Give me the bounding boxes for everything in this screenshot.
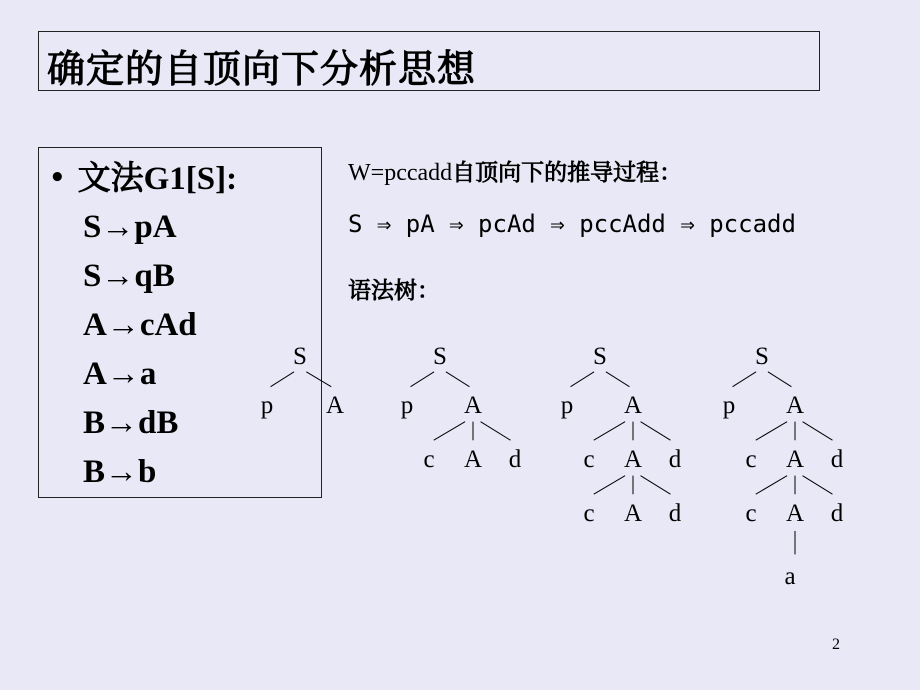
tree-node: A [325, 392, 345, 419]
tree-node: A [623, 500, 643, 527]
tree-node: p [560, 392, 574, 419]
tree-node: c [745, 500, 757, 527]
bullet-icon: • [49, 163, 66, 193]
tree-edge [271, 372, 294, 387]
tree-node: A [785, 392, 805, 419]
tree-node: d [830, 500, 844, 527]
grammar-rule: S→pA [83, 209, 177, 245]
tree-edge [641, 422, 671, 441]
tree-node: d [668, 500, 682, 527]
tree-node: A [623, 446, 643, 473]
tree-node: S [433, 343, 447, 370]
tree-node: S [593, 343, 607, 370]
tree-node: p [400, 392, 414, 419]
tree-edge [756, 422, 787, 441]
tree-node: p [260, 392, 274, 419]
tree-node: d [668, 446, 682, 473]
tree-edge [571, 372, 594, 387]
grammar-rule: S→qB [83, 258, 175, 294]
syntax-tree [561, 343, 682, 527]
tree-node: d [508, 446, 522, 473]
grammar-title: 文法G1[S]: [77, 161, 238, 197]
page-number: 2 [832, 636, 840, 653]
tree-edge [606, 372, 629, 387]
tree-node: A [623, 392, 643, 419]
tree-node: S [755, 343, 769, 370]
grammar-rule: A→a [83, 356, 157, 392]
tree-node: c [583, 500, 595, 527]
syntax-tree [261, 343, 344, 419]
tree-node: A [463, 392, 483, 419]
grammar-rule: B→b [83, 454, 157, 490]
tree-edge [481, 422, 511, 441]
tree-edge [803, 476, 833, 495]
tree-node: c [583, 446, 595, 473]
grammar-rule: B→dB [83, 405, 179, 441]
tree-edge [803, 422, 833, 441]
tree-edge [756, 476, 787, 495]
syntax-tree-label: 语法树： [348, 278, 440, 304]
tree-node: A [463, 446, 483, 473]
grammar-rule: A→cAd [83, 307, 197, 343]
tree-node: A [785, 500, 805, 527]
tree-node: d [830, 446, 844, 473]
tree-edge [768, 372, 791, 387]
tree-node: S [293, 343, 307, 370]
tree-edge [594, 476, 625, 495]
tree-edge [306, 372, 331, 387]
slide-title: 确定的自顶向下分析思想 [47, 47, 477, 91]
tree-edge [434, 422, 465, 441]
tree-node: a [784, 563, 796, 590]
tree-node: A [785, 446, 805, 473]
tree-edge [641, 476, 671, 495]
tree-node: p [722, 392, 736, 419]
tree-edge [594, 422, 625, 441]
tree-edge [411, 372, 434, 387]
syntax-tree [723, 343, 844, 590]
syntax-tree [401, 343, 522, 473]
derivation-caption: 自顶向下的推导过程： [452, 160, 683, 186]
tree-node: c [745, 446, 757, 473]
derivation-steps: S ⇒ pA ⇒ pcAd ⇒ pccAdd ⇒ pccadd [348, 210, 796, 238]
derivation-word: W=pccadd [348, 160, 453, 186]
tree-node: c [423, 446, 435, 473]
tree-edge [446, 372, 469, 387]
tree-edge [733, 372, 756, 387]
